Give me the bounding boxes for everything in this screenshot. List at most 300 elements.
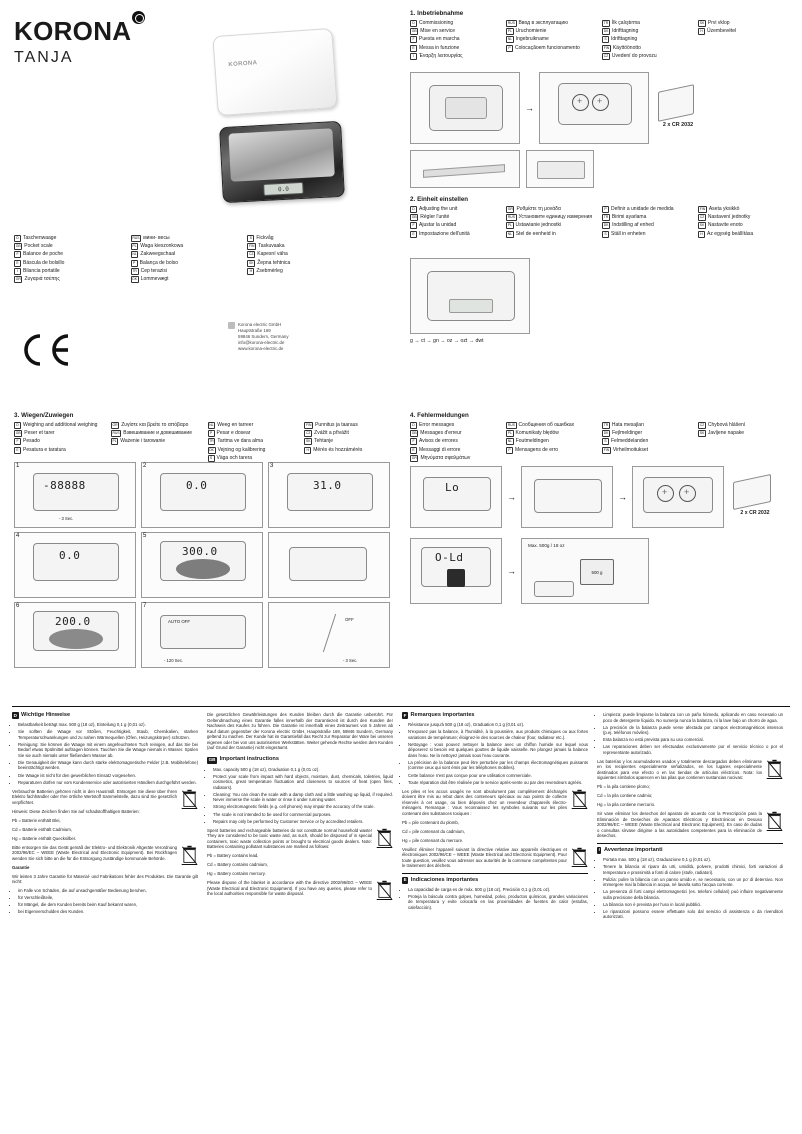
company-address — [228, 322, 289, 352]
weight-block: 500 g — [580, 559, 614, 585]
list-item: • für Mängel, die dem Kunden bereits beim Kauf bekannt waren, — [18, 902, 198, 908]
flag-badge: FIN — [603, 447, 610, 452]
list-item — [698, 206, 786, 213]
flag-badge: DK — [603, 431, 609, 436]
flag-badge: E — [410, 45, 417, 52]
legal-paragraph: Die gesetzlichen Gewährleistungen des Kunden bleiben durch die Garantie unberührt. Für Geltendmachung eines Garantie falles innerhalb der Garantiezeit ist durch den Kunden der Nachweis des Kaufes zu führen. Die Garantie ist innerhalb eines Zeitraumes von 5 Jahren ab Kauf datum gegenüber der Korona electric GmbH, Hauptstraße 169, 59846 Sundern, Germany geltend zu machen. Der Kunde hat im Garantiefall das Recht zur Reparatur der Ware bei unseren eigenen oder bei von uns autorisierten Werkstätten. Weiter gehende Rechte werden dem Kunden (auf Grund der Garantie) nicht eingeräumt. — [207, 712, 393, 750]
de-cd: Cd = Batterie enthält Cadmium, — [12, 826, 73, 832]
section1-language-list — [410, 20, 792, 61]
item-label: Az egység beállítása — [707, 230, 754, 237]
de-warranty-title: Garantie — [12, 864, 30, 870]
fr-cd: Cd = pile contenant du cadmium, — [402, 828, 465, 834]
step-box — [268, 532, 390, 598]
flag-badge: F — [410, 438, 417, 445]
list-item — [247, 243, 354, 250]
item-label: Pesar e dosear — [216, 430, 251, 437]
list-item — [247, 260, 354, 267]
company-web: www.korona-electric.de — [238, 346, 284, 351]
heading-text-fr: Remarques importantes — [410, 711, 475, 718]
item-label: Zvážit a přivážit — [314, 430, 349, 437]
scale-black-body — [219, 121, 345, 203]
item-label: Foutmeldingen — [515, 438, 549, 445]
section1-col-4 — [698, 20, 786, 61]
de-hg: Hg = Batterie enthält Quecksilber. — [12, 835, 77, 841]
list-item — [304, 430, 394, 437]
flag-badge: P — [208, 430, 215, 437]
item-label: Peser et tarer — [24, 430, 55, 437]
flag-badge: F — [14, 251, 21, 258]
product-name-label: Bilancia portatile — [23, 267, 60, 274]
flag-badge: P — [602, 206, 609, 213]
list-item — [131, 268, 238, 275]
step-note: - 3 Sec. — [59, 516, 74, 521]
flag-badge: NL — [507, 439, 513, 444]
step-display-auto-off: AUTO OFF — [168, 619, 191, 624]
list-item — [208, 430, 298, 437]
step-load-object — [176, 559, 230, 579]
product-name-language-list — [14, 235, 354, 284]
flag-badge: CZ — [603, 53, 609, 58]
list-item: • Limpieza: puede limpiarse la balanza con un paño húmedo, aplicando en caso necesario un poco de detergente líquido. No sumerja nunca la balanza, ni la lave bajo un chorro de agua. — [603, 712, 783, 723]
list-item: • La capacidad de carga es de máx. 500 g (18 oz), Precisión 0,1 g (0,01 oz). — [408, 887, 588, 893]
section1-col-1 — [410, 20, 498, 61]
step-number: 6 — [16, 603, 20, 609]
figure-battery-pack — [733, 474, 771, 510]
flag-badge: TR — [209, 439, 214, 444]
item-label: Uruchomienie — [515, 28, 547, 35]
weighing-steps — [14, 462, 394, 668]
flag-badge: SK — [699, 431, 705, 436]
item-label: Fejlmeldinger — [612, 430, 643, 437]
step-box — [141, 532, 263, 598]
list-item — [698, 214, 786, 221]
list-item — [602, 20, 690, 27]
list-item: • Cleaning: You can clean the scale with a damp cloth and a little washing up liquid, if required. Never immerse the scale in water or rinse it under running water. — [213, 792, 393, 803]
item-label: Virheilmoitukset — [612, 446, 649, 453]
product-name-label: Balance de poche — [23, 251, 64, 258]
flag-badge: GB — [411, 215, 417, 220]
ce-mark-icon — [16, 333, 74, 367]
list-item — [602, 422, 690, 429]
company-logo-icon — [228, 322, 235, 329]
flag-badge: DK — [603, 223, 609, 228]
list-item — [506, 206, 594, 213]
flag-badge: E — [14, 260, 21, 267]
section2-figure — [410, 258, 792, 344]
section-heading-fr — [402, 712, 588, 719]
list-item: • Portata max. 500 g (18 oz), Graduazione 0,1 g (0,01 oz). — [603, 857, 783, 863]
figure-cover-plate-2 — [537, 161, 585, 179]
brand-model: TANJA — [14, 49, 74, 66]
item-label: Μηνύματα σφαλμάτων — [420, 454, 471, 461]
weee-bin-icon — [376, 880, 393, 902]
flag-badge: S — [602, 231, 609, 238]
de-weee: Bitte entsorgen Sie das Gerät gemäß der Elektro- und Elektronik Altgeräte Verordnung 2002/96/EC – WEEE (Waste Electrical and Electronic Equipment). Bei Rückfragen wenden Sie sich bitte an die für die Entsorgung zuständige kommunale Behörde. — [12, 844, 177, 861]
flag-badge: E — [410, 447, 417, 454]
list-item — [410, 45, 498, 52]
weee-bin-icon — [181, 789, 198, 811]
step-box — [141, 462, 263, 528]
flag-badge: PL — [507, 431, 512, 436]
list-item: • Toute réparation doit être réalisée par le service après-vente ou par des revendeurs agréés. — [408, 780, 588, 786]
es-weee: Sir vase eliminar los desechos del aparato de acuerdo con la Prescripción para la Eliminación de Desechos de Aparatos Eléctricos y Electrónicos en Desuso 2002/96/EC – WEEE (Waste Electrical and Electronic Equipment). En caso de dudas o consultas sírvase dirigirse a las autoridades competentes para la eliminación de desechos. — [597, 811, 762, 839]
figure-unit-button — [410, 258, 530, 334]
figure-cover-closed — [526, 150, 594, 188]
list-item — [14, 235, 121, 242]
list-item — [14, 430, 104, 437]
section4-figures-lo — [410, 464, 792, 530]
list-item: • Belastbarkeit beträgt max. 500 g (18 oz), Einteilung 0,1 g (0,01 oz). — [18, 722, 198, 728]
product-name-label: Taskuvaaka — [258, 243, 285, 250]
flag-badge-de: D — [13, 712, 17, 718]
item-label: Komunikaty błędów — [515, 430, 559, 437]
figure-overload-object — [447, 569, 465, 587]
flag-badge: FIN — [249, 244, 255, 249]
list-item — [410, 447, 498, 454]
section4-col-2 — [506, 422, 594, 463]
heading-text-en: Important instructions — [219, 756, 279, 763]
section3-col-2 — [111, 422, 201, 463]
step-load-object — [49, 629, 103, 649]
it-bullets — [597, 857, 783, 920]
list-item: • La precisión de la balanza puede verse afectada por campos electromagnéticos intensos (p.ej. teléfonos móviles). — [603, 725, 783, 736]
item-label: Nastavení jednotky — [707, 214, 751, 221]
list-item — [602, 206, 690, 213]
section2-col-4 — [698, 206, 786, 239]
item-label: Ввод в эксплуатацию — [518, 20, 568, 26]
list-item: • Pulizia: pulire la bilancia con un panno umido e, se necessario, con un po' di detersivo. Non immergere mai la bilancia in acqua, né lavarla sotto l'acqua corrente. — [603, 877, 783, 888]
product-photo-black — [215, 118, 355, 213]
section4-col-1 — [410, 422, 498, 463]
flag-badge: GB — [411, 29, 417, 34]
item-label: Ustawianie jednostki — [515, 222, 562, 229]
figure-max-capacity — [521, 538, 649, 604]
list-item: • Las reparaciones deben ser efectuadas exclusivamente por el servicio técnico o por el representante autorizado. — [603, 744, 783, 755]
product-names-col-1 — [14, 235, 121, 284]
flag-badge: SK — [699, 21, 705, 25]
flag-badge: F — [410, 222, 417, 229]
company-email: info@korona-electric.de — [238, 340, 285, 345]
section1-figures-row2 — [410, 150, 792, 192]
list-item — [410, 214, 498, 221]
list-item: • Repairs may only be performed by Customer Service or by accredited retailers. — [213, 819, 393, 825]
step-box — [14, 462, 136, 528]
flag-badge: GB — [15, 431, 21, 436]
item-label: İlk çalıştırma — [611, 20, 640, 26]
figure-scale — [643, 477, 713, 513]
product-name-label: мини- весы — [143, 235, 170, 241]
section1-col-2 — [506, 20, 594, 61]
error-overload-display: O-Ld — [435, 551, 464, 564]
flag-badge: H — [304, 447, 311, 454]
list-item: • The scale is not intended to be used for commercial purposes. — [213, 812, 393, 818]
battery-icon — [657, 485, 674, 502]
item-label: Punnitus ja taaraus — [315, 422, 358, 428]
list-item — [304, 447, 394, 454]
brand-name: KORONA — [14, 16, 132, 46]
item-label: Adjusting the unit — [419, 206, 458, 212]
flag-badge: PL — [507, 223, 512, 228]
list-item: • Tenere la bilancia al riparo da urti, umidità, polvere, prodotti chimici, forti variazioni di temperatura e prossimità a fonti di calore (stufe, radiatori). — [603, 864, 783, 875]
section-commissioning — [410, 10, 792, 61]
section-error-messages — [410, 412, 792, 463]
flag-badge: NL — [507, 231, 513, 236]
step-box — [141, 602, 263, 668]
flag-badge-es: E — [403, 877, 407, 883]
flag-badge: TR — [603, 423, 609, 427]
fr-pb: Pb = pile contenant du plomb, — [402, 819, 459, 825]
scale-platform — [228, 128, 334, 181]
list-item — [602, 430, 690, 437]
list-item — [247, 235, 354, 242]
battery-icon — [679, 485, 696, 502]
list-item: • La presenza di forti campi elettromagnetici (es. telefoni cellulari) può influire negativamente sulla precisione della bilancia. — [603, 889, 783, 900]
step-number: 2 — [143, 463, 147, 469]
item-label: Messa in funzione — [419, 44, 460, 51]
section3-col-4 — [304, 422, 394, 463]
section4-number: 4. — [410, 412, 416, 419]
list-item: • im Falle von Schäden, die auf unsachgemäßer Bedienung beruhen, — [18, 888, 198, 894]
weee-bin-icon — [766, 759, 783, 781]
figure-scale-display — [449, 299, 493, 313]
item-label: Impostazione dell'unità — [419, 230, 470, 237]
item-label: Weighing and additional weighing — [23, 422, 98, 428]
flag-badge: F — [14, 438, 21, 445]
list-item — [410, 36, 498, 43]
list-item — [131, 251, 238, 258]
step-display: 31.0 — [313, 479, 342, 492]
list-item — [410, 28, 498, 35]
step-number: 3 — [270, 463, 274, 469]
list-item — [698, 430, 786, 437]
flag-badge: E — [410, 231, 417, 238]
list-item — [602, 53, 690, 60]
list-item: • La précision de la balance peut être perturbée par les champs électromagnétiques puissants (comme ceux qui sont émis par les téléphones mobiles). — [408, 760, 588, 771]
fr-weee: Veuillez éliminer l'appareil suivant la directive relative aux appareils électriques et électroniques 2002/96/CE – WEEE (Waste Electrical and Electronic Equipment). Pour toute question, veuillez vous adresser aux autorités de la commune compétentes pour le traitement des déchets. — [402, 846, 567, 869]
step-box — [268, 462, 390, 528]
item-label: Régler l'unité — [420, 214, 450, 221]
list-item: • Strong electromagnetic fields (e.g. cell phones) may impair the accuracy of the scale. — [213, 804, 393, 810]
product-name-label: Lommevægt — [140, 275, 169, 282]
item-label: Сообщения об ошибках — [518, 422, 575, 428]
list-item — [602, 231, 690, 238]
list-item — [247, 251, 354, 258]
flag-badge: I — [14, 268, 21, 275]
product-names-col-3 — [247, 235, 354, 284]
product-name-label: Zakweegschaal — [140, 251, 176, 258]
de-bullets — [12, 722, 198, 785]
list-item — [602, 36, 690, 43]
list-item — [131, 235, 238, 242]
list-item — [602, 447, 690, 454]
flag-badge: D — [410, 422, 417, 429]
flag-badge: P — [506, 447, 513, 454]
section-heading-it — [597, 847, 783, 854]
list-item: • Max. capacity 500 g (18 oz), Graduation 0,1 g (0,01 oz). — [213, 767, 393, 773]
list-item — [131, 243, 238, 250]
step-box — [14, 532, 136, 598]
flag-badge: F — [410, 36, 417, 43]
brand-name-wrap — [14, 16, 145, 47]
en-hg: Hg = Battery contains mercury. — [207, 871, 266, 877]
list-item — [208, 447, 298, 454]
item-label: Mise en service — [420, 28, 456, 35]
list-item — [698, 231, 786, 238]
list-item: • N'exposez pas la balance, à l'humidité, à la poussière, aux produits chimiques ou aux fortes variations de température; éloignez-le des sources de chaleur (four, radiateur etc.). — [408, 729, 588, 740]
step-number: 7 — [143, 603, 147, 609]
flag-badge: S — [247, 235, 254, 242]
flag-badge: RUS — [112, 431, 120, 436]
list-item: • Cette balance n'est pas conçue pour une utilisation commerciale. — [408, 773, 588, 779]
product-name-label: Žepna tehtnica — [257, 259, 291, 266]
arrow-right-icon: → — [507, 566, 516, 576]
item-label: Weeg en tarreer — [217, 422, 254, 428]
battery-icon — [592, 94, 609, 111]
flag-badge: CZ — [699, 215, 705, 220]
list-item: • für Verschleißteile, — [18, 895, 198, 901]
de-warranty-items — [12, 888, 198, 915]
list-item — [111, 438, 201, 445]
section2-col-3 — [602, 206, 690, 239]
item-label: Ρυθμίστε τη μονάδα — [516, 206, 561, 212]
text-column-es-it — [597, 712, 783, 923]
figure-scale-back — [410, 72, 520, 144]
battery-type-label: 2 x CR 2032 — [662, 122, 694, 128]
item-label: Ingebruikname — [515, 36, 549, 43]
list-item: • Le riparazioni possono essere effettuate solo dal servizio di assistenza o da rivenditori autorizzati. — [603, 909, 783, 920]
company-name: Korona electric GmbH — [238, 322, 282, 327]
heading-text-it: Avvertenze importanti — [603, 846, 663, 853]
list-item: • bei Eigenverschulden des Kunden. — [18, 909, 198, 915]
section3-number: 3. — [14, 412, 20, 419]
section1-title: Inbetriebnahme — [417, 10, 464, 17]
es-hg: Hg = la pila contiene mercurio. — [597, 802, 656, 808]
step-box — [14, 602, 136, 668]
es-pb: Pb = la pila contiene plomo; — [597, 784, 650, 790]
list-item — [506, 422, 594, 429]
flag-badge: I — [410, 53, 417, 60]
section3-language-list — [14, 422, 394, 463]
text-column-legal-en — [207, 712, 393, 923]
item-label: Idrifttagning — [611, 36, 638, 43]
list-item — [208, 422, 298, 429]
section-weighing — [14, 412, 394, 463]
section4-figures-overload — [410, 536, 792, 606]
unit-sequence-label: g → ct → gn → oz → ozt → dwt — [410, 338, 484, 344]
list-item — [131, 276, 238, 283]
section3-title: Wiegen/Zuwiegen — [21, 412, 74, 419]
flag-badge: SK — [305, 439, 311, 444]
item-label: Messaggi di errore — [419, 446, 461, 453]
section2-col-2 — [506, 206, 594, 239]
item-label: Puesta en marcha — [419, 36, 460, 43]
weee-bin-icon — [571, 789, 588, 811]
figure-scale-top — [427, 271, 515, 321]
list-item — [602, 438, 690, 445]
product-name-label: Báscula de bolsillo — [23, 259, 65, 266]
list-item: • Sie sollten die Waage vor Stößen, Feuchtigkeit, Staub, Chemikalien, starken Temperaturschwankungen und zu nahen Wärmequellen (Öfen, Heizungskörper) schützen. — [18, 729, 198, 740]
list-item — [506, 222, 594, 229]
flag-badge: TR — [603, 21, 609, 25]
section1-figures — [410, 68, 792, 148]
item-label: Vejning og kalibrering — [217, 446, 266, 453]
arrow-right-icon: → — [507, 492, 516, 502]
figure-open-cover — [521, 466, 613, 528]
list-item — [111, 422, 201, 429]
weee-bin-icon — [376, 828, 393, 850]
figure-battery-insert — [539, 72, 649, 144]
item-label: Pesado — [23, 438, 40, 445]
en-pb: Pb = Battery contains lead, — [207, 853, 259, 859]
list-item — [698, 222, 786, 229]
list-item — [506, 447, 594, 454]
scale-lcd — [263, 182, 304, 196]
list-item — [14, 243, 121, 250]
item-label: Установите единицу измерения — [518, 214, 593, 221]
flag-badge: DK — [209, 447, 214, 452]
list-item: • Nettoyage : vous pouvez nettoyer la balance avec un chiffon humide sur lequel vous déposerez si besoin est quelques gouttes de liquide vaisselle. Ne plongez jamais la balance dans l'eau. Ne la nettoyez jamais sous l'eau courante. — [408, 742, 588, 759]
item-label: Definir a unidade de medida — [611, 206, 674, 212]
de-warranty-text: Wir leisten 3 Jahre Garantie für Material- und Fabrikations fehler des Produktes. Die Garantie gilt nicht: — [12, 873, 198, 885]
step-number: 5 — [143, 533, 147, 539]
flag-badge: P — [506, 45, 513, 52]
figure-error-overload — [410, 538, 502, 604]
item-label: Prvi vklop — [707, 20, 730, 26]
item-label: Colocaçãoem funcionamento — [515, 44, 580, 51]
scale-white-body — [212, 28, 337, 116]
figure-scale — [534, 479, 602, 513]
section-heading-en — [207, 757, 393, 764]
figure-cover-plate — [423, 164, 505, 178]
list-item — [410, 53, 498, 60]
weee-bin-icon — [766, 811, 783, 833]
de-pb: Pb = Batterie enthält Blei, — [12, 817, 61, 823]
flag-badge: S — [208, 455, 215, 462]
flag-badge: FIN — [305, 423, 312, 427]
item-label: Mérés és hozzámérés — [313, 446, 363, 453]
item-label: Ζυγίστε και βρείτε το απόβαρο — [121, 422, 189, 428]
list-item — [208, 438, 298, 445]
step-display: 200.0 — [55, 615, 91, 628]
list-item — [506, 214, 594, 221]
flag-badge: GR — [112, 423, 118, 427]
flag-badge: D — [410, 206, 417, 213]
step-display-off: OFF — [345, 617, 354, 622]
flag-badge: D — [410, 20, 417, 27]
list-item — [410, 231, 498, 238]
item-label: Uvedení do provozu — [611, 52, 657, 59]
step-note: - 3 Sec. — [343, 658, 358, 663]
en-weee: Please dispose of the blanket in accordance with the directive 2002/96/EG – WEEE (Waste Electrical and Electronic Equipment). If you have any queries, please refer to the local authorities responsible for waste disposal. — [207, 880, 372, 897]
item-label: Felmeddelanden — [611, 438, 649, 445]
list-item — [14, 447, 104, 454]
es-disposal: Las baterías y los acumuladores usados y totalmente descargados deben eliminarse en los recipientes especialmente señalizados, en los lugares especialmente destinados para ese efecto o en las tiendas de artículos eléctricos. Nota: los siguientes símbolos aparecen en las pilas que contienen sustancias nocivas: — [597, 758, 762, 781]
section-unit-setting — [410, 196, 792, 239]
company-street: Hauptstraße 169 — [238, 328, 271, 333]
list-item — [602, 28, 690, 35]
list-item — [602, 214, 690, 221]
scale-white-logo: KORONA — [228, 60, 258, 69]
figure-battery-pack — [658, 84, 694, 122]
fr-disposal: Les piles et les accus usagés ne sont absolument pas complètement déchargés doivent être mis au rebut dans des conteneurs spéciaux ou aux points de collecte réservés à cet usage, ou bien déposés chez un revendeur d'appareils électro-ménagers. Remarque : Vous reconnaissez les symboles suivants sur les piles contenant des substances toxiques : — [402, 788, 567, 816]
step-scale — [289, 547, 367, 581]
item-label: Chybová hlášení — [707, 422, 746, 428]
section3-col-1 — [14, 422, 104, 463]
section2-heading — [410, 196, 792, 203]
flag-badge: D — [14, 235, 21, 242]
list-item: • Résistance jusqu'à 500 g (18 oz), Graduation 0,1 g (0,01 oz). — [408, 722, 588, 728]
max-capacity-label: Max. 500g / 18 oz — [528, 543, 565, 548]
